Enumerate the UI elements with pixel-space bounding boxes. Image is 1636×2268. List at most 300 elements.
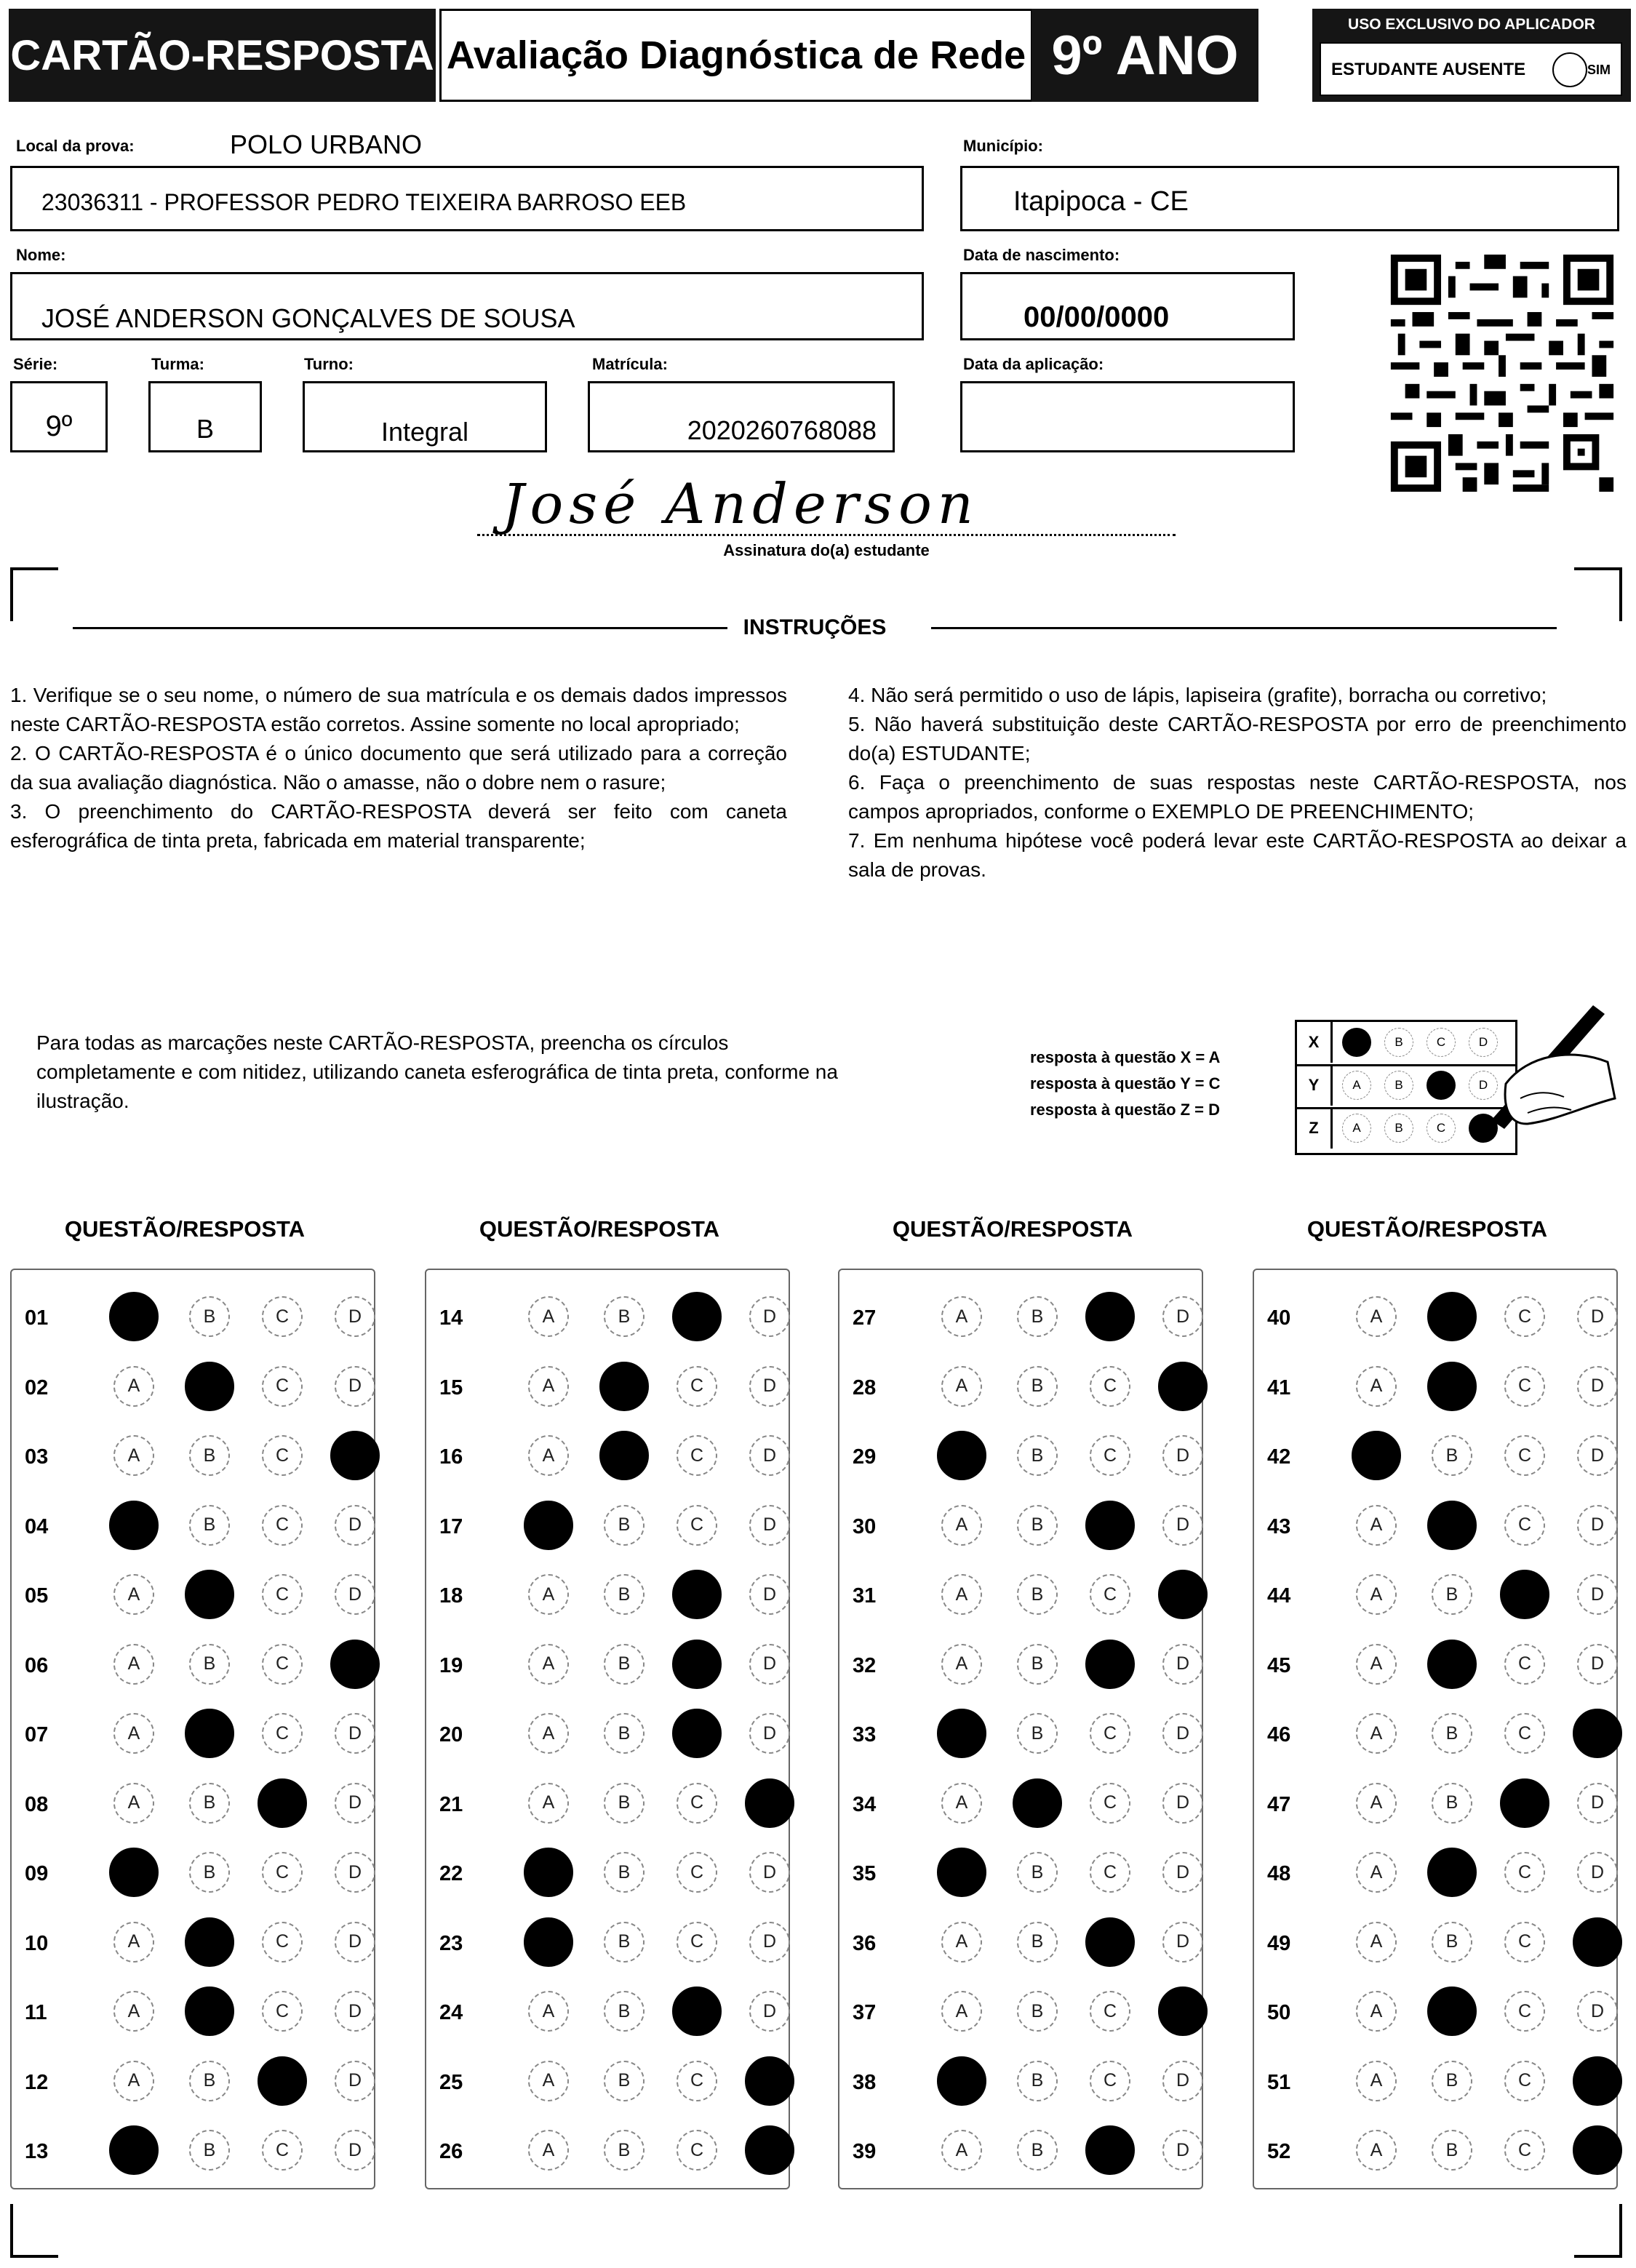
- answer-bubble-a[interactable]: A: [528, 1783, 569, 1824]
- answer-bubble-c[interactable]: [1085, 2125, 1135, 2175]
- answer-bubble-d[interactable]: D: [749, 1296, 790, 1337]
- answer-row: [425, 1640, 787, 1690]
- local-value: POLO URBANO: [230, 129, 423, 159]
- answer-bubble-c[interactable]: C: [1090, 1991, 1130, 2032]
- instruction-5: 5. Não haverá substituição deste CARTÃO-RESPOSTA por erro de preenchimento do(a) ESTUDANTE;: [848, 713, 1627, 764]
- answer-bubble-a[interactable]: A: [528, 1991, 569, 2032]
- question-number: 08: [25, 1792, 49, 1816]
- answer-bubble-b[interactable]: B: [189, 1435, 230, 1476]
- answer-bubble-b[interactable]: B: [1432, 1783, 1472, 1824]
- answer-bubble-c[interactable]: C: [1504, 2130, 1545, 2171]
- nome-value: JOSÉ ANDERSON GONÇALVES DE SOUSA: [41, 303, 575, 333]
- answer-bubble-c[interactable]: C: [1090, 2061, 1130, 2101]
- nome-field: [10, 272, 924, 340]
- answer-row: [838, 1431, 1200, 1482]
- question-number: 42: [1267, 1445, 1291, 1469]
- answer-bubble-b[interactable]: B: [604, 1922, 645, 1962]
- answer-row: [1253, 1362, 1615, 1413]
- answer-bubble-d[interactable]: [1158, 1987, 1208, 2036]
- question-number: 26: [439, 2140, 463, 2163]
- answer-bubble-d[interactable]: [745, 2125, 794, 2175]
- municipio-value: Itapipoca - CE: [1013, 186, 1189, 217]
- answer-bubble-b[interactable]: B: [1017, 1852, 1058, 1893]
- answer-bubble-a[interactable]: [937, 1709, 986, 1758]
- question-number: 01: [25, 1306, 49, 1330]
- question-number: 14: [439, 1306, 463, 1330]
- frame-corner-tr: [1574, 567, 1622, 621]
- absent-box: [1320, 42, 1622, 96]
- answer-bubble-b[interactable]: B: [604, 1852, 645, 1893]
- local-label: Local da prova:: [16, 137, 135, 155]
- question-number: 43: [1267, 1514, 1291, 1538]
- answer-bubble-b[interactable]: B: [604, 1644, 645, 1685]
- question-number: 41: [1267, 1375, 1291, 1399]
- answer-bubble-d[interactable]: [1573, 2125, 1622, 2175]
- answer-bubble-d[interactable]: D: [335, 1852, 375, 1893]
- answer-bubble-c[interactable]: [1085, 1292, 1135, 1341]
- answer-bubble-b[interactable]: B: [189, 2130, 230, 2171]
- answer-bubble-a[interactable]: [109, 2125, 159, 2175]
- answer-bubble-a[interactable]: A: [528, 1644, 569, 1685]
- answer-bubble-a[interactable]: A: [113, 1574, 154, 1615]
- answer-bubble-b[interactable]: [185, 1917, 234, 1967]
- answer-bubble-d[interactable]: [745, 2056, 794, 2106]
- answer-bubble-c[interactable]: C: [262, 1366, 303, 1407]
- answer-bubble-d[interactable]: [1573, 1917, 1622, 1967]
- answer-bubble-a[interactable]: A: [1356, 1296, 1397, 1337]
- card-title: [9, 9, 436, 102]
- question-number: 05: [25, 1584, 49, 1608]
- answer-bubble-a[interactable]: A: [941, 1991, 982, 2032]
- answer-bubble-a[interactable]: A: [113, 1991, 154, 2032]
- answer-row: [425, 1917, 787, 1968]
- question-number: 19: [439, 1653, 463, 1677]
- answer-row: [425, 2056, 787, 2107]
- answer-bubble-c[interactable]: C: [1090, 1783, 1130, 1824]
- answer-bubble-d[interactable]: D: [1577, 1852, 1618, 1893]
- answer-bubble-c[interactable]: C: [1504, 1505, 1545, 1546]
- answer-bubble-d[interactable]: D: [1162, 2061, 1203, 2101]
- question-number: 50: [1267, 2001, 1291, 2024]
- card-title-text: CARTÃO-RESPOSTA: [10, 31, 434, 79]
- answer-bubble-d[interactable]: D: [335, 1574, 375, 1615]
- pen-hand-icon: [1462, 997, 1622, 1142]
- answer-bubble-b[interactable]: B: [604, 1783, 645, 1824]
- answer-bubble-d[interactable]: D: [1162, 1713, 1203, 1754]
- answer-bubble-b[interactable]: [185, 1987, 234, 2036]
- example-bubble-b: B: [1384, 1071, 1413, 1100]
- answer-bubble-c[interactable]: [1085, 1640, 1135, 1689]
- answer-bubble-d[interactable]: D: [335, 1296, 375, 1337]
- answer-bubble-a[interactable]: A: [1356, 1366, 1397, 1407]
- signature-label: Assinatura do(a) estudante: [723, 541, 930, 559]
- answer-bubble-b[interactable]: B: [604, 2130, 645, 2171]
- column-title: QUESTÃO/RESPOSTA: [1306, 1216, 1548, 1242]
- answer-bubble-a[interactable]: [524, 1848, 573, 1897]
- answer-bubble-d[interactable]: [745, 1778, 794, 1828]
- answer-bubble-a[interactable]: [524, 1501, 573, 1550]
- answer-row: [1253, 1709, 1615, 1760]
- answer-bubble-c[interactable]: C: [677, 1922, 717, 1962]
- answer-bubble-a[interactable]: A: [941, 1574, 982, 1615]
- answer-bubble-d[interactable]: D: [1162, 1505, 1203, 1546]
- answer-bubble-d[interactable]: D: [1577, 1991, 1618, 2032]
- answer-bubble-a[interactable]: A: [528, 1574, 569, 1615]
- instructions-left: [10, 681, 787, 855]
- example-bubble-b: B: [1384, 1028, 1413, 1057]
- answer-bubble-a[interactable]: [109, 1501, 159, 1550]
- answer-bubble-b[interactable]: B: [1432, 1922, 1472, 1962]
- answer-bubble-c[interactable]: [672, 1640, 722, 1689]
- example-legend: [1030, 1045, 1220, 1123]
- answer-bubble-c[interactable]: [672, 1292, 722, 1341]
- answer-bubble-c[interactable]: C: [1504, 1852, 1545, 1893]
- answer-bubble-b[interactable]: B: [1432, 1574, 1472, 1615]
- answer-bubble-c[interactable]: C: [262, 1991, 303, 2032]
- answer-row: [838, 1917, 1200, 1968]
- question-number: 29: [853, 1445, 877, 1469]
- answer-bubble-c[interactable]: C: [262, 1713, 303, 1754]
- answer-bubble-b[interactable]: B: [1017, 1366, 1058, 1407]
- answer-bubble-d[interactable]: D: [749, 1852, 790, 1893]
- answer-bubble-a[interactable]: A: [1356, 2130, 1397, 2171]
- answer-bubble-b[interactable]: [1427, 1292, 1477, 1341]
- answer-bubble-a[interactable]: A: [1356, 1574, 1397, 1615]
- answer-row: [10, 1917, 372, 1968]
- answer-bubble-d[interactable]: D: [749, 1505, 790, 1546]
- question-number: 46: [1267, 1723, 1291, 1746]
- answer-bubble-a[interactable]: A: [113, 1435, 154, 1476]
- serie-label: Série:: [13, 355, 58, 373]
- answer-bubble-d[interactable]: D: [1577, 1366, 1618, 1407]
- answer-bubble-b[interactable]: B: [1017, 1713, 1058, 1754]
- answer-bubble-a[interactable]: A: [1356, 1505, 1397, 1546]
- answer-row: [10, 2125, 372, 2176]
- aplicacao-value: [962, 443, 977, 450]
- answer-bubble-c[interactable]: C: [1090, 1852, 1130, 1893]
- answer-bubble-b[interactable]: B: [1017, 1296, 1058, 1337]
- answer-bubble-b[interactable]: B: [189, 1783, 230, 1824]
- answer-bubble-b[interactable]: B: [1017, 1644, 1058, 1685]
- answer-bubble-a[interactable]: A: [1356, 1783, 1397, 1824]
- answer-bubble-b[interactable]: B: [1017, 1922, 1058, 1962]
- answer-bubble-d[interactable]: D: [749, 1644, 790, 1685]
- answer-bubble-b[interactable]: [185, 1570, 234, 1619]
- answer-bubble-c[interactable]: C: [1504, 1435, 1545, 1476]
- answer-bubble-d[interactable]: D: [1577, 1783, 1618, 1824]
- answer-row: [425, 1570, 787, 1621]
- answer-row: [425, 1431, 787, 1482]
- answer-bubble-a[interactable]: A: [941, 1783, 982, 1824]
- answer-bubble-d[interactable]: D: [1162, 1922, 1203, 1962]
- answer-bubble-b[interactable]: B: [1432, 2061, 1472, 2101]
- answer-bubble-c[interactable]: [258, 2056, 307, 2106]
- answer-bubble-c[interactable]: [672, 1709, 722, 1758]
- answer-bubble-c[interactable]: C: [677, 1505, 717, 1546]
- answer-bubble-d[interactable]: D: [749, 1574, 790, 1615]
- answer-bubble-a[interactable]: A: [113, 1644, 154, 1685]
- answer-bubble-b[interactable]: B: [604, 2061, 645, 2101]
- question-number: 44: [1267, 1584, 1291, 1608]
- serie-field: [10, 381, 108, 452]
- answer-bubble-b[interactable]: [1013, 1778, 1062, 1828]
- answer-bubble-a[interactable]: A: [941, 1505, 982, 1546]
- answer-bubble-d[interactable]: D: [335, 1783, 375, 1824]
- answer-bubble-c[interactable]: C: [1090, 1366, 1130, 1407]
- answer-bubble-a[interactable]: A: [113, 1922, 154, 1962]
- answer-bubble-b[interactable]: B: [1432, 1435, 1472, 1476]
- answer-bubble-c[interactable]: C: [677, 1435, 717, 1476]
- answer-bubble-d[interactable]: D: [335, 1713, 375, 1754]
- answer-bubble-c[interactable]: C: [677, 1366, 717, 1407]
- answer-bubble-b[interactable]: [185, 1709, 234, 1758]
- legend-z: resposta à questão Z = D: [1030, 1101, 1221, 1119]
- answer-row: [10, 1987, 372, 2037]
- answer-bubble-d[interactable]: D: [1162, 1644, 1203, 1685]
- answer-bubble-a[interactable]: [937, 1848, 986, 1897]
- question-number: 51: [1267, 2070, 1291, 2094]
- answer-bubble-d[interactable]: [1573, 1709, 1622, 1758]
- serie-value: 9º: [45, 410, 73, 442]
- answer-bubble-c[interactable]: C: [677, 2130, 717, 2171]
- answer-bubble-d[interactable]: D: [335, 1922, 375, 1962]
- answer-bubble-c[interactable]: C: [262, 1852, 303, 1893]
- answer-bubble-a[interactable]: [109, 1292, 159, 1341]
- answer-row: [425, 1848, 787, 1898]
- answer-row: [10, 1501, 372, 1552]
- answer-bubble-a[interactable]: A: [113, 1366, 154, 1407]
- answer-bubble-c[interactable]: C: [262, 1922, 303, 1962]
- answer-bubble-d[interactable]: D: [749, 1713, 790, 1754]
- answer-bubble-a[interactable]: A: [1356, 2061, 1397, 2101]
- answer-bubble-c[interactable]: C: [1090, 1574, 1130, 1615]
- answer-bubble-c[interactable]: C: [1504, 1713, 1545, 1754]
- answer-bubble-c[interactable]: [1085, 1917, 1135, 1967]
- question-number: 09: [25, 1862, 49, 1885]
- answer-bubble-c[interactable]: C: [262, 1296, 303, 1337]
- answer-bubble-d[interactable]: [1158, 1362, 1208, 1411]
- answer-bubble-a[interactable]: [1352, 1431, 1401, 1480]
- answer-bubble-d[interactable]: D: [335, 2061, 375, 2101]
- column-title: QUESTÃO/RESPOSTA: [892, 1216, 1133, 1242]
- example-row-label: Z: [1297, 1108, 1333, 1149]
- question-number: 23: [439, 1931, 463, 1955]
- answer-bubble-a[interactable]: A: [941, 2130, 982, 2171]
- answer-bubble-a[interactable]: A: [1356, 1922, 1397, 1962]
- answer-bubble-b[interactable]: B: [189, 1505, 230, 1546]
- answer-bubble-c[interactable]: C: [1090, 1713, 1130, 1754]
- answer-bubble-a[interactable]: A: [528, 2061, 569, 2101]
- answer-bubble-a[interactable]: [937, 2056, 986, 2106]
- turma-label: Turma:: [151, 355, 204, 373]
- answer-bubble-d[interactable]: D: [749, 1366, 790, 1407]
- answer-bubble-c[interactable]: [258, 1778, 307, 1828]
- answer-bubble-d[interactable]: D: [1162, 1296, 1203, 1337]
- answer-bubble-d[interactable]: [330, 1431, 380, 1480]
- answer-bubble-b[interactable]: [1427, 1501, 1477, 1550]
- signature-value: José Anderson: [502, 471, 979, 536]
- question-number: 31: [853, 1584, 877, 1608]
- frame-corner-bl: [10, 2204, 58, 2258]
- answer-bubble-d[interactable]: D: [335, 1366, 375, 1407]
- answer-bubble-d[interactable]: D: [1577, 1505, 1618, 1546]
- answer-bubble-b[interactable]: [185, 1362, 234, 1411]
- answer-bubble-b[interactable]: B: [604, 1505, 645, 1546]
- instructions-right: [848, 681, 1627, 885]
- answer-bubble-c[interactable]: C: [1504, 1296, 1545, 1337]
- question-number: 27: [853, 1306, 877, 1330]
- answer-row: [1253, 1917, 1615, 1968]
- answer-bubble-b[interactable]: B: [189, 1644, 230, 1685]
- answer-bubble-b[interactable]: B: [189, 1852, 230, 1893]
- answer-bubble-b[interactable]: B: [1432, 2130, 1472, 2171]
- school-value: 23036311 - PROFESSOR PEDRO TEIXEIRA BARROSO EEB: [41, 189, 687, 215]
- answer-bubble-c[interactable]: C: [677, 2061, 717, 2101]
- answer-bubble-a[interactable]: A: [941, 1366, 982, 1407]
- answer-bubble-b[interactable]: B: [1017, 1574, 1058, 1615]
- question-number: 20: [439, 1723, 463, 1746]
- nascimento-label: Data de nascimento:: [963, 246, 1120, 264]
- question-number: 11: [25, 2001, 47, 2024]
- answer-bubble-c[interactable]: [1085, 1501, 1135, 1550]
- example-bubble-a: A: [1342, 1114, 1371, 1143]
- answer-row: [10, 1362, 372, 1413]
- answer-bubble-a[interactable]: A: [941, 1644, 982, 1685]
- turma-value: B: [196, 414, 214, 444]
- instruction-4: 4. Não será permitido o uso de lápis, lapiseira (grafite), borracha ou corretivo;: [848, 684, 1547, 706]
- answer-bubble-b[interactable]: [599, 1431, 649, 1480]
- answer-bubble-a[interactable]: A: [113, 1783, 154, 1824]
- answer-bubble-d[interactable]: [1158, 1570, 1208, 1619]
- answer-bubble-a[interactable]: [109, 1848, 159, 1897]
- answer-bubble-d[interactable]: D: [1577, 1435, 1618, 1476]
- question-number: 36: [853, 1931, 877, 1955]
- answer-bubble-d[interactable]: D: [1162, 1435, 1203, 1476]
- answer-bubble-b[interactable]: B: [1017, 2061, 1058, 2101]
- answer-bubble-a[interactable]: A: [941, 1922, 982, 1962]
- answer-bubble-a[interactable]: A: [528, 2130, 569, 2171]
- answer-bubble-a[interactable]: A: [941, 1296, 982, 1337]
- answer-row: [1253, 1848, 1615, 1898]
- answer-bubble-a[interactable]: A: [528, 1366, 569, 1407]
- answer-bubble-a[interactable]: A: [1356, 1713, 1397, 1754]
- answer-bubble-c[interactable]: C: [262, 1505, 303, 1546]
- answer-bubble-c[interactable]: C: [262, 1644, 303, 1685]
- answer-bubble-a[interactable]: A: [1356, 1644, 1397, 1685]
- question-number: 30: [853, 1514, 877, 1538]
- answer-bubble-a[interactable]: [937, 1431, 986, 1480]
- instructions-title: INSTRUÇÕES: [743, 615, 887, 639]
- answer-bubble-d[interactable]: D: [1162, 1852, 1203, 1893]
- answer-bubble-a[interactable]: A: [528, 1713, 569, 1754]
- answer-row: [838, 1987, 1200, 2037]
- answer-bubble-d[interactable]: D: [1577, 1644, 1618, 1685]
- answer-bubble-d[interactable]: D: [1162, 1783, 1203, 1824]
- answer-bubble-b[interactable]: B: [604, 1574, 645, 1615]
- answer-bubble-b[interactable]: B: [1432, 1713, 1472, 1754]
- answer-bubble-b[interactable]: [1427, 1640, 1477, 1689]
- answer-row: [1253, 1431, 1615, 1482]
- question-number: 40: [1267, 1306, 1291, 1330]
- answer-bubble-b[interactable]: [1427, 1362, 1477, 1411]
- answer-bubble-c[interactable]: C: [262, 1435, 303, 1476]
- answer-bubble-d[interactable]: D: [335, 1505, 375, 1546]
- answer-bubble-b[interactable]: [599, 1362, 649, 1411]
- answer-bubble-d[interactable]: D: [1577, 1296, 1618, 1337]
- answer-bubble-d[interactable]: D: [335, 2130, 375, 2171]
- answer-bubble-b[interactable]: B: [604, 1713, 645, 1754]
- answer-bubble-b[interactable]: B: [1017, 2130, 1058, 2171]
- grade-text: 9º ANO: [1051, 24, 1239, 87]
- answer-bubble-d[interactable]: [1573, 2056, 1622, 2106]
- answer-bubble-c[interactable]: C: [262, 1574, 303, 1615]
- answer-row: [838, 1362, 1200, 1413]
- answer-bubble-a[interactable]: A: [528, 1296, 569, 1337]
- answer-bubble-c[interactable]: [672, 1987, 722, 2036]
- answer-bubble-b[interactable]: B: [604, 1296, 645, 1337]
- answer-bubble-b[interactable]: [1427, 1848, 1477, 1897]
- answer-bubble-c[interactable]: C: [1090, 1435, 1130, 1476]
- answer-bubble-b[interactable]: [1427, 1987, 1477, 2036]
- answer-bubble-b[interactable]: B: [1017, 1505, 1058, 1546]
- answer-bubble-b[interactable]: B: [1017, 1991, 1058, 2032]
- example-row-label: X: [1297, 1022, 1333, 1063]
- answer-bubble-a[interactable]: A: [528, 1435, 569, 1476]
- answer-bubble-c[interactable]: C: [1504, 1644, 1545, 1685]
- answer-bubble-b[interactable]: B: [189, 2061, 230, 2101]
- answer-bubble-c[interactable]: C: [677, 1783, 717, 1824]
- answer-bubble-c[interactable]: [1500, 1570, 1549, 1619]
- answer-bubble-c[interactable]: C: [1504, 1922, 1545, 1962]
- answer-row: [425, 1778, 787, 1829]
- answer-bubble-c[interactable]: C: [1504, 1991, 1545, 2032]
- answer-bubble-d[interactable]: D: [749, 1991, 790, 2032]
- answer-bubble-c[interactable]: [672, 1570, 722, 1619]
- answer-bubble-c[interactable]: C: [262, 2130, 303, 2171]
- answer-bubble-b[interactable]: B: [189, 1296, 230, 1337]
- school-field: [10, 166, 924, 231]
- example-bubble-c: [1426, 1071, 1456, 1100]
- answer-bubble-d[interactable]: D: [1577, 1574, 1618, 1615]
- answer-bubble-a[interactable]: A: [1356, 1852, 1397, 1893]
- answer-bubble-d[interactable]: D: [749, 1922, 790, 1962]
- answer-row: [10, 1431, 372, 1482]
- answer-bubble-b[interactable]: B: [604, 1991, 645, 2032]
- answer-bubble-a[interactable]: A: [113, 2061, 154, 2101]
- instruction-6: 6. Faça o preenchimento de suas respostas neste CARTÃO-RESPOSTA, nos campos apropriados, conforme o EXEMPLO DE PREENCHIMENTO;: [848, 771, 1627, 823]
- answer-bubble-c[interactable]: [1500, 1778, 1549, 1828]
- question-number: 25: [439, 2070, 463, 2094]
- absent-label: ESTUDANTE AUSENTE: [1331, 60, 1526, 79]
- instruction-3: 3. O preenchimento do CARTÃO-RESPOSTA deverá ser feito com caneta esferográfica de tinta preta, fabricada em material transparente;: [10, 800, 787, 852]
- answer-row: [425, 1501, 787, 1552]
- absent-bubble[interactable]: [1552, 52, 1587, 87]
- answer-bubble-a[interactable]: [524, 1917, 573, 1967]
- answer-bubble-c[interactable]: C: [677, 1852, 717, 1893]
- answer-bubble-b[interactable]: B: [1017, 1435, 1058, 1476]
- answer-bubble-a[interactable]: A: [1356, 1991, 1397, 2032]
- answer-bubble-c[interactable]: C: [1504, 1366, 1545, 1407]
- answer-bubble-a[interactable]: A: [113, 1713, 154, 1754]
- answer-bubble-d[interactable]: D: [749, 1435, 790, 1476]
- example-bubble-a: [1342, 1028, 1371, 1057]
- answer-bubble-d[interactable]: D: [335, 1991, 375, 2032]
- answer-bubble-d[interactable]: D: [1162, 2130, 1203, 2171]
- answer-bubble-d[interactable]: [330, 1640, 380, 1689]
- answer-bubble-c[interactable]: C: [1504, 2061, 1545, 2101]
- example-bubble-c: C: [1426, 1028, 1456, 1057]
- legend-y: resposta à questão Y = C: [1030, 1074, 1221, 1093]
